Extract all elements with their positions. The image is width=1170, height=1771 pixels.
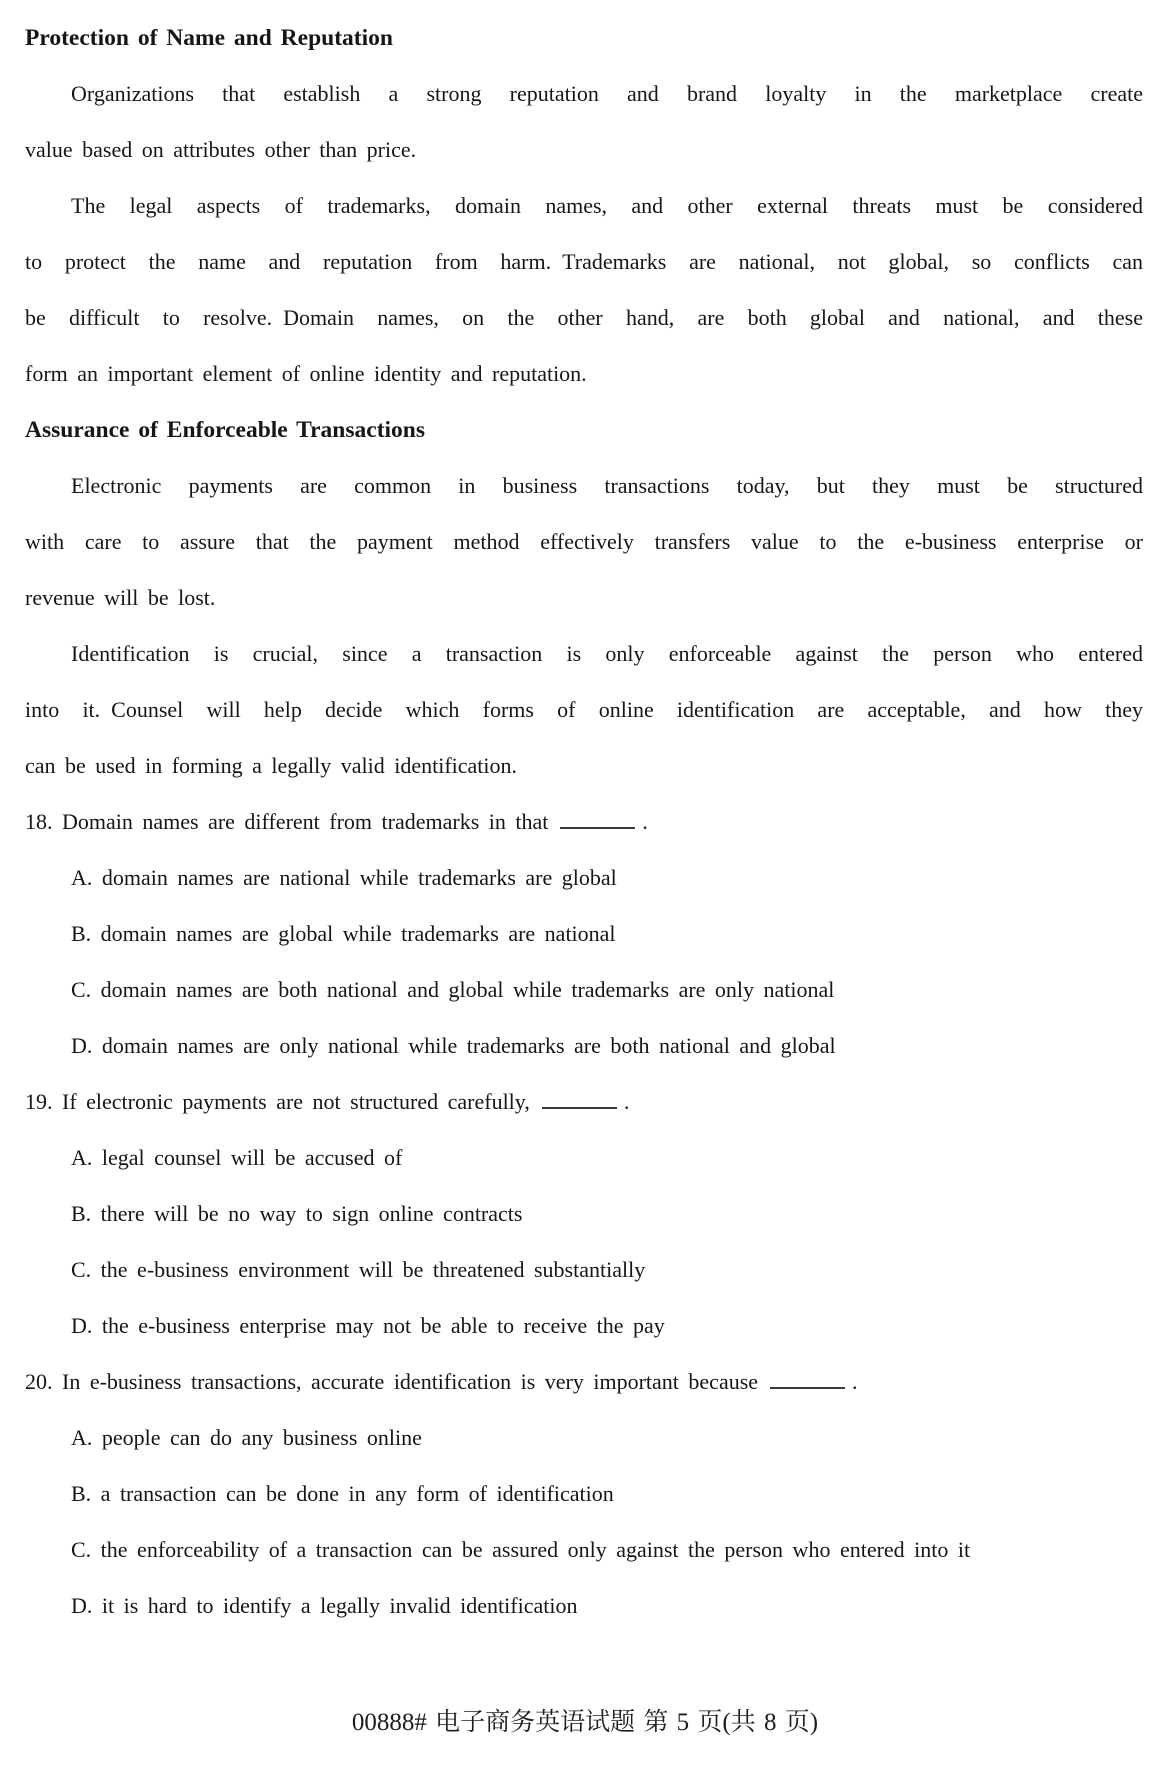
paragraph-line: Electronic payments are common in business transactions today, but they must be structured [71, 473, 1143, 498]
question-19-stem [25, 1074, 1143, 1130]
question-19-stem-text: 19. If electronic payments are not structured carefully, [25, 1089, 530, 1114]
question-20-option-b: B. a transaction can be done in any form of identification [71, 1481, 614, 1506]
question-19-stem-tail: . [623, 1089, 630, 1114]
question-19-option-a: A. legal counsel will be accused of [71, 1145, 403, 1170]
paragraph-line: Organizations that establish a strong reputation and brand loyalty in the marketplace create [71, 81, 1143, 106]
paragraph-line: be difficult to resolve. Domain names, on the other hand, are both global and national, and these [25, 305, 1143, 330]
question-20-option-d: D. it is hard to identify a legally invalid identification [71, 1593, 578, 1618]
question-20-stem [25, 1354, 1143, 1410]
section-heading-protection: Protection of Name and Reputation [25, 25, 393, 51]
question-18-stem-text: 18. Domain names are different from trademarks in that [25, 809, 549, 834]
answer-blank [770, 1382, 845, 1389]
page-footer: 00888# 电子商务英语试题 第 5 页(共 8 页) [351, 1709, 819, 1736]
answer-blank [542, 1102, 617, 1109]
paragraph-line: form an important element of online identity and reputation. [25, 361, 587, 386]
question-18-stem [25, 794, 1143, 850]
question-20-option-a: A. people can do any business online [71, 1425, 422, 1450]
paragraph-line: to protect the name and reputation from harm. Trademarks are national, not global, so conflicts can [25, 249, 1143, 274]
paragraph-line: revenue will be lost. [25, 585, 216, 610]
question-20-option-c: C. the enforceability of a transaction can be assured only against the person who entered into it [71, 1537, 971, 1562]
question-18-stem-tail: . [642, 809, 648, 834]
question-18-option-d: D. domain names are only national while trademarks are both national and global [71, 1033, 836, 1058]
section-heading-assurance: Assurance of Enforceable Transactions [25, 417, 426, 443]
question-18-option-b: B. domain names are global while trademarks are national [71, 921, 616, 946]
paragraph-line: can be used in forming a legally valid identification. [25, 753, 518, 778]
page-content [25, 10, 1143, 1634]
question-19-option-c: C. the e-business environment will be threatened substantially [71, 1257, 646, 1282]
question-18-option-a: A. domain names are national while trademarks are global [71, 865, 617, 890]
paragraph-line: into it. Counsel will help decide which forms of online identification are acceptable, and how they [25, 697, 1143, 722]
question-19-option-d: D. the e-business enterprise may not be able to receive the pay [71, 1313, 665, 1338]
question-20-stem-text: 20. In e-business transactions, accurate identification is very important because [25, 1369, 759, 1394]
paragraph-line: value based on attributes other than price. [25, 137, 417, 162]
question-18-option-c: C. domain names are both national and global while trademarks are only national [71, 977, 835, 1002]
paragraph-line: Identification is crucial, since a transaction is only enforceable against the person who entered [71, 641, 1143, 666]
question-20-stem-tail: . [852, 1369, 858, 1394]
answer-blank [560, 822, 635, 829]
question-19-option-b: B. there will be no way to sign online contracts [71, 1201, 523, 1226]
paragraph-line: The legal aspects of trademarks, domain names, and other external threats must be considered [71, 193, 1143, 218]
paragraph-line: with care to assure that the payment method effectively transfers value to the e-business enterprise or [25, 529, 1143, 554]
